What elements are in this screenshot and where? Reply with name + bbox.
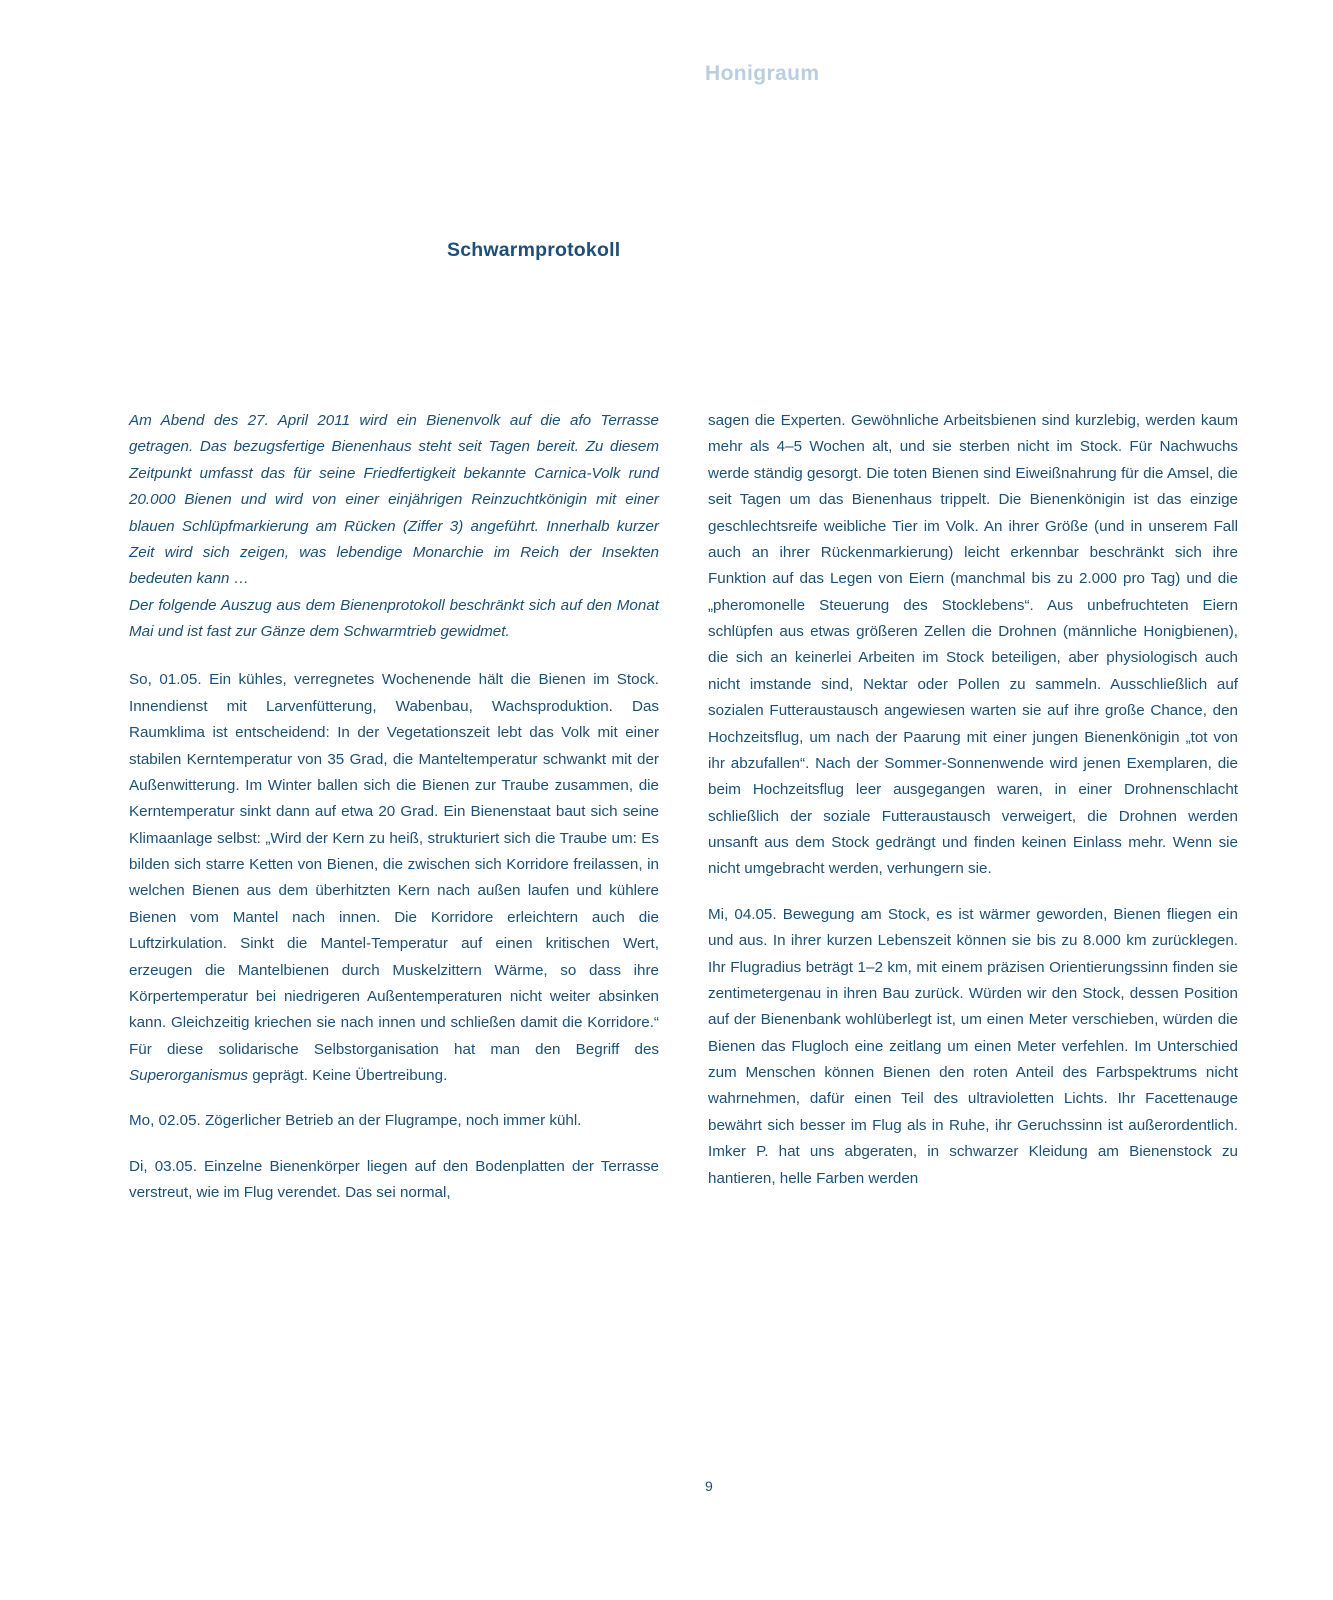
log-entry-date: So, 01.05.: [129, 671, 202, 689]
log-entry-date: Mo, 02.05.: [129, 1112, 201, 1130]
log-entry-2011-05-02: [129, 1108, 659, 1134]
page-number: 9: [705, 1478, 713, 1494]
log-entry-2011-05-04: [708, 902, 1238, 1192]
intro-paragraph: [129, 408, 659, 645]
log-entry-body: Zögerlicher Betrieb an der Flugrampe, noch immer kühl.: [200, 1112, 582, 1130]
intro-part-2: Der folgende Auszug aus dem Bienenprotokoll beschränkt sich auf den Monat Mai und ist fast zur Gänze dem Schwarmtrieb gewidmet.: [129, 596, 659, 640]
log-entry-body-tail: geprägt. Keine Übertreibung.: [248, 1067, 448, 1084]
log-entry-body: Bewegung am Stock, es ist wärmer geworden, Bienen fliegen ein und aus. In ihrer kurzen Lebenszeit können sie bis zu 8.000 km zurücklegen. Ihr Flugradius beträgt 1–2 km, mit einem präzisen Orientierungssinn finden sie zentimetergenau in ihren Bau zurück. Würden wir den Stock, dessen Position auf der Bienenbank wohlüberlegt ist, um einen Meter verschieben, würden die Bienen das Flugloch eine zeitlang um einen Meter verfehlen. Im Unterschied zum Menschen können Bienen den roten Anteil des Farbspektrums nicht wahrnehmen, dafür einen Teil des ultravioletten Lichts. Ihr Facettenauge bewährt sich besser im Flug als in Ruhe, ihr Geruchssinn ist außerordentlich. Imker P. hat uns abgeraten, in schwarzer Kleidung am Bienenstock zu hantieren, helle Farben werden: [708, 905, 1238, 1187]
log-entry-body: Ein kühles, verregnetes Wochenende hält die Bienen im Stock. Innendienst mit Larvenfütterung, Wabenbau, Wachsproduktion. Das Raumklima ist entscheidend: In der Vegetationszeit lebt das Volk mit einer stabilen Kerntemperatur von 35 Grad, die Manteltemperatur schwankt mit der Außenwitterung. Im Winter ballen sich die Bienen zur Traube zusammen, die Kerntemperatur sinkt dann auf etwa 20 Grad. Ein Bienenstaat baut sich seine Klimaanlage selbst: „Wird der Kern zu heiß, strukturiert sich die Traube um: Es bilden sich starre Ketten von Bienen, die zwischen sich Korridore freilassen, in welchen Bienen aus dem überhitzten Kern nach außen laufen und kühlere Bienen vom Mantel nach innen. Die Korridore erleichtern auch die Luftzirkulation. Sinkt die Mantel-Temperatur auf einen kritischen Wert, erzeugen die Mantelbienen durch Muskelzittern Wärme, so dass ihre Körpertemperatur bei niedrigeren Außentemperaturen nicht weiter absinken kann. Gleichzeitig kriechen sie nach innen und schließen damit die Korridore.“ Für diese solidarische Selbstorganisation hat man den Begriff des: [129, 671, 659, 1058]
running-head: Honigraum: [705, 62, 820, 85]
log-entry-2011-05-01: [129, 667, 659, 1089]
left-column: [129, 408, 659, 1207]
text-columns: [129, 408, 1239, 1207]
log-entry-date: Mi, 04.05.: [708, 905, 777, 923]
continuation-paragraph: sagen die Experten. Gewöhnliche Arbeitsbienen sind kurzlebig, werden kaum mehr als 4–5 Wochen alt, und sie sterben nicht im Stock. Für Nachwuchs werde ständig gesorgt. Die toten Bienen sind Eiweißnahrung für die Amsel, die seit Tagen um das Bienenhaus trippelt. Die Bienenkönigin ist das einzige geschlechtsreife weibliche Tier im Volk. An ihrer Größe (und in unserem Fall auch an ihrer Rückenmarkierung) leicht erkennbar beschränkt sich ihre Funktion auf das Legen von Eiern (manchmal bis zu 2.000 pro Tag) und die „pheromonelle Steuerung des Stocklebens“. Aus unbefruchteten Eiern schlüpfen aus etwas größeren Zellen die Drohnen (männliche Honigbienen), die sich an keinerlei Arbeiten im Stock beteiligen, aber physiologisch auch nicht imstande sind, Nektar oder Pollen zu sammeln. Ausschließlich auf sozialen Futteraustausch angewiesen warten sie auf ihre große Chance, den Hochzeitsflug, um nach der Paarung mit einer jungen Bienenkönigin „tot von ihr abzufallen“. Nach der Sommer-Sonnenwende wird jenen Exemplaren, die beim Hochzeitsflug leer ausgegangen waren, in einer Drohnenschlacht schließlich der soziale Futteraustausch verweigert, die Drohnen werden unsanft aus dem Stock gedrängt und finden keinen Einlass mehr. Wenn sie nicht umgebracht werden, verhungern sie.: [708, 412, 1238, 878]
log-entry-date: Di, 03.05.: [129, 1157, 197, 1175]
intro-part-1: Am Abend des 27. April 2011 wird ein Bienenvolk auf die afo Terrasse getragen. Das bezugsfertige Bienenhaus steht seit Tagen bereit. Zu diesem Zeitpunkt umfasst das für seine Friedfertigkeit bekannte Carnica-Volk rund 20.000 Bienen und wird von einer einjährigen Reinzuchtkönigin mit einer blauen Schlüpfmarkierung am Rücken (Ziffer 3) angeführt. Innerhalb kurzer Zeit wird sich zeigen, was lebendige Monarchie im Reich der Insekten bedeuten kann …: [129, 412, 659, 588]
page-title: Schwarmprotokoll: [447, 239, 621, 262]
right-column: [708, 408, 1238, 1207]
log-entry-emphasis: Superorganismus: [129, 1067, 249, 1084]
log-entry-body: Einzelne Bienenkörper liegen auf den Bodenplatten der Terrasse verstreut, wie im Flug verendet. Das sei normal,: [129, 1157, 659, 1202]
log-entry-2011-05-03: [129, 1154, 659, 1207]
